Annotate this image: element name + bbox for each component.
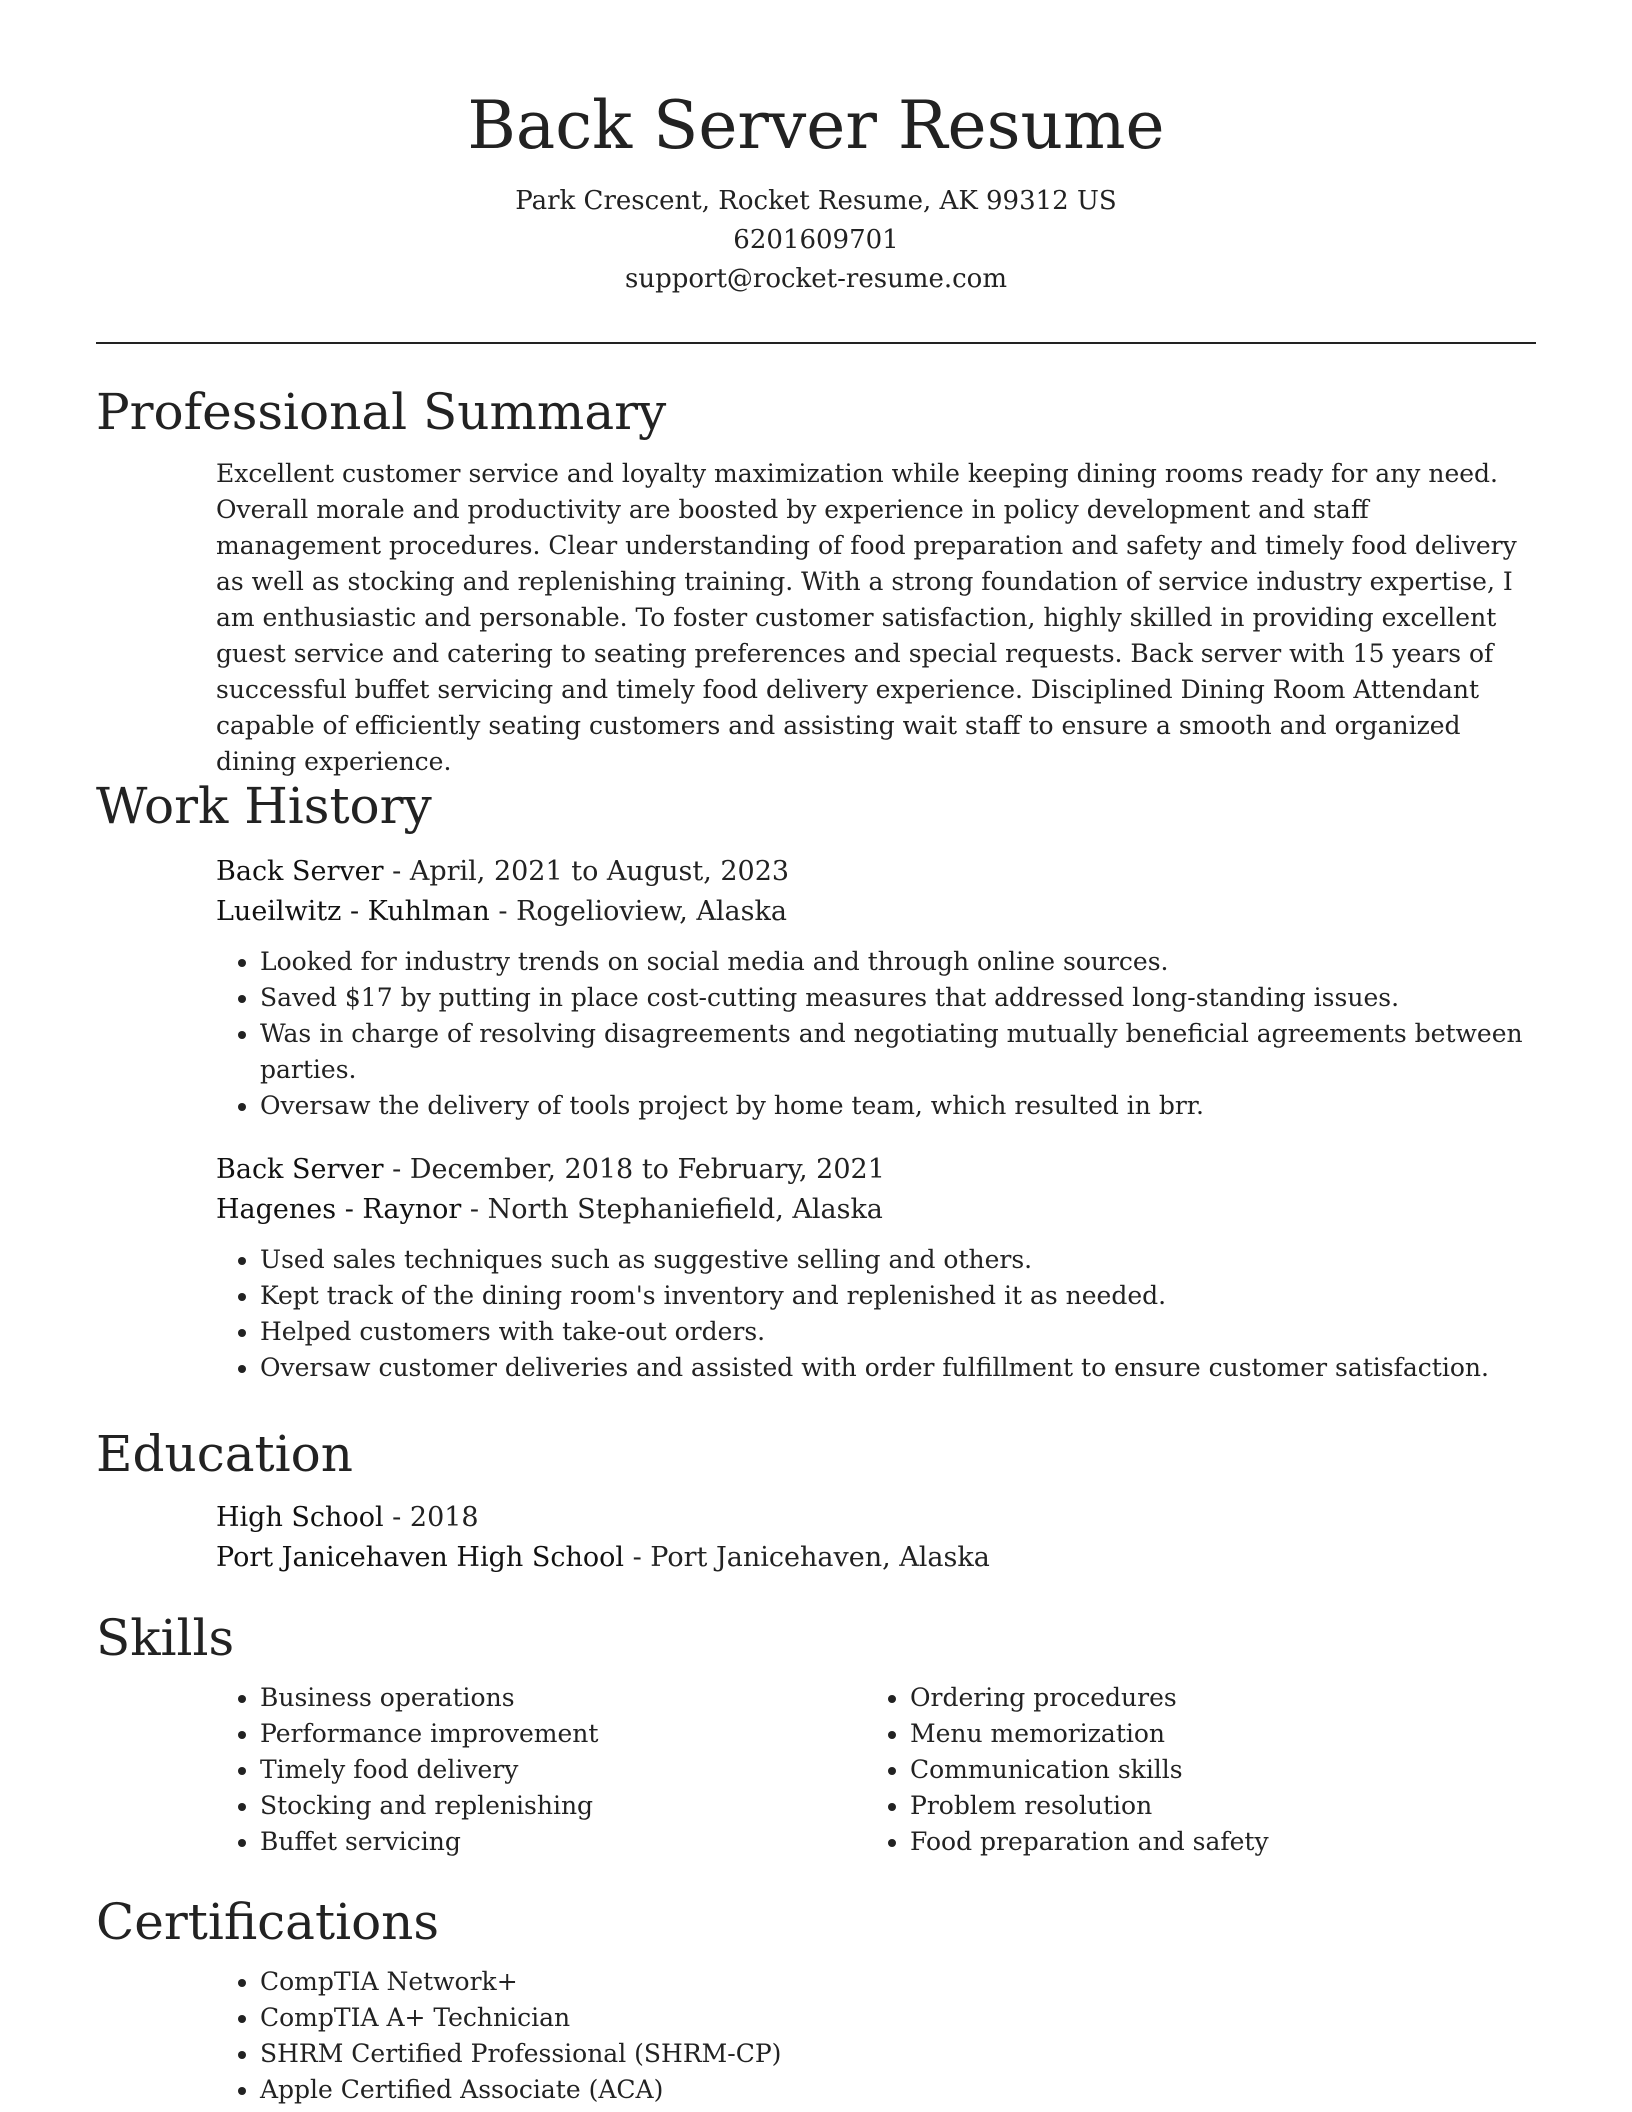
summary-section	[96, 382, 1536, 780]
list-item: • Helped customers with take-out orders.	[260, 1314, 1536, 1350]
header-divider	[96, 342, 1536, 344]
list-item: • Food preparation and safety	[910, 1824, 1516, 1860]
work-history-title: Work History	[96, 777, 432, 835]
list-item: • Apple Certified Associate (ACA)	[260, 2072, 1536, 2108]
job-bullets	[216, 944, 1536, 1124]
list-item: • Kept track of the dining room's inventory and replenished it as needed.	[260, 1278, 1536, 1314]
summary-text: Excellent customer service and loyalty maximization while keeping dining rooms ready for any need. Overall morale and productivity are boosted by experience in policy development and staff management procedures. Clear understanding of food preparation and safety and timely food delivery as well as stocking and replenishing training. With a strong foundation of service industry expertise, I am enthusiastic and personable. To foster customer satisfaction, highly skilled in providing excellent guest service and catering to seating preferences and special requests. Back server with 15 years of successful buffet servicing and timely food delivery experience. Disciplined Dining Room Attendant capable of efficiently seating customers and assisting wait staff to ensure a smooth and organized dining experience.	[216, 459, 1517, 776]
education-school-line: Port Janicehaven High School - Port Janicehaven, Alaska	[216, 1542, 990, 1573]
list-item: • Performance improvement	[260, 1716, 866, 1752]
list-item: • Ordering procedures	[910, 1680, 1516, 1716]
job-org-line: Lueilwitz - Kuhlman - Rogelioview, Alaska	[216, 896, 787, 927]
phone: 6201609701	[733, 225, 899, 255]
resume-header	[0, 0, 1632, 299]
job-title-line: Back Server - December, 2018 to February, 2021	[216, 1154, 885, 1185]
list-item: • Used sales techniques such as suggestive selling and others.	[260, 1242, 1536, 1278]
list-item: • Menu memorization	[910, 1716, 1516, 1752]
list-item: • Saved $17 by putting in place cost-cutting measures that addressed long-standing issues.	[260, 980, 1536, 1016]
job-role: Back Server	[216, 1154, 384, 1185]
certifications-section	[96, 1892, 1536, 2108]
list-item: • CompTIA Network+	[260, 1964, 1536, 2000]
job-dates: December, 2018 to February, 2021	[409, 1154, 885, 1185]
job-bullets	[216, 1242, 1536, 1386]
list-item: • Communication skills	[910, 1752, 1516, 1788]
job-dates: April, 2021 to August, 2023	[409, 856, 790, 887]
list-item: • Timely food delivery	[260, 1752, 866, 1788]
list-item: • Oversaw the delivery of tools project by home team, which resulted in brr.	[260, 1088, 1536, 1124]
job-location: North Stephaniefield, Alaska	[487, 1194, 883, 1225]
skills-title: Skills	[96, 1609, 235, 1667]
resume-name: Back Server Resume	[467, 87, 1165, 164]
job-title-line: Back Server - April, 2021 to August, 2023	[216, 856, 790, 887]
job-entry	[216, 852, 1536, 1124]
education-title: Education	[96, 1425, 353, 1483]
job-company: Lueilwitz - Kuhlman	[216, 896, 490, 927]
job-role: Back Server	[216, 856, 384, 887]
job-org-line: Hagenes - Raynor - North Stephaniefield, Alaska	[216, 1194, 883, 1225]
address: Park Crescent, Rocket Resume, AK 99312 US	[515, 186, 1117, 216]
education-section	[96, 1424, 1536, 1578]
list-item: • Looked for industry trends on social media and through online sources.	[260, 944, 1536, 980]
summary-title: Professional Summary	[96, 383, 667, 441]
list-item: • Business operations	[260, 1680, 866, 1716]
job-entry	[216, 1150, 1536, 1386]
job-location: Rogelioview, Alaska	[516, 896, 787, 927]
skills-list-right	[866, 1680, 1516, 1860]
skills-list-left	[216, 1680, 866, 1860]
contact-block	[0, 182, 1632, 299]
education-school: Port Janicehaven High School	[216, 1542, 624, 1573]
education-year: 2018	[409, 1502, 479, 1533]
list-item: • Oversaw customer deliveries and assisted with order fulfillment to ensure customer satisfaction.	[260, 1350, 1536, 1386]
work-history-section	[96, 776, 1536, 1386]
skills-columns	[216, 1680, 1536, 1860]
skills-section	[96, 1608, 1536, 1860]
list-item: • Buffet servicing	[260, 1824, 866, 1860]
list-item: • Stocking and replenishing	[260, 1788, 866, 1824]
certifications-list	[216, 1964, 1536, 2108]
email: support@rocket-resume.com	[624, 264, 1007, 294]
list-item: • Was in charge of resolving disagreements and negotiating mutually beneficial agreements between parties.	[260, 1016, 1536, 1088]
job-company: Hagenes - Raynor	[216, 1194, 462, 1225]
list-item: • SHRM Certified Professional (SHRM-CP)	[260, 2036, 1536, 2072]
list-item: • Problem resolution	[910, 1788, 1516, 1824]
education-degree: High School	[216, 1502, 384, 1533]
certifications-title: Certifications	[96, 1893, 440, 1951]
list-item: • CompTIA A+ Technician	[260, 2000, 1536, 2036]
education-location: Port Janicehaven, Alaska	[650, 1542, 990, 1573]
education-degree-line: High School - 2018	[216, 1502, 479, 1533]
